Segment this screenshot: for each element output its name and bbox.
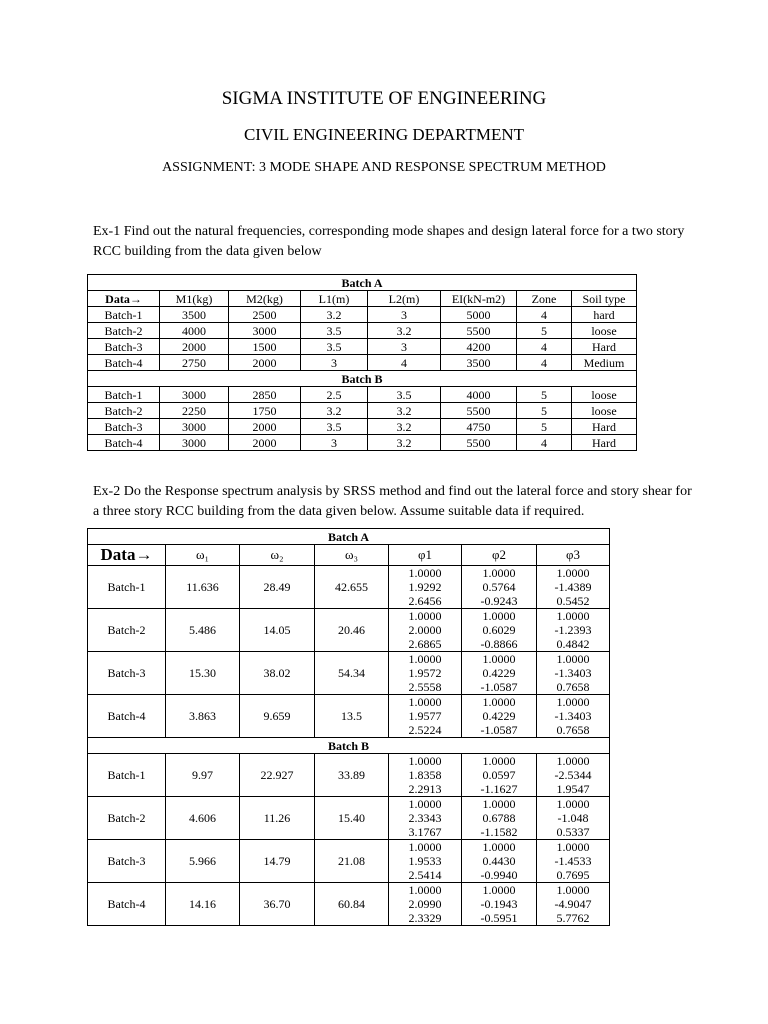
mode-shape-value: 1.0000 [556, 566, 590, 580]
mode-shape-value: 1.0000 [482, 840, 516, 854]
table-cell: 4000 [441, 387, 517, 403]
mode-shape-value: 1.0000 [482, 754, 516, 768]
table-cell: 3.5 [301, 323, 368, 339]
mode-shape-value: 2.6456 [408, 594, 442, 608]
table-row [88, 307, 637, 323]
table-cell: 9.97 [166, 754, 240, 797]
mode-shape-value: 1.9547 [556, 782, 590, 796]
mode-shape-value: 1.9572 [408, 666, 442, 680]
mode-shape-value: 1.0000 [556, 754, 590, 768]
table-cell: 22.927 [240, 754, 315, 797]
mode-shape-value: 2.3343 [408, 811, 442, 825]
mode-shape-value: 0.5452 [556, 594, 590, 608]
table-row [88, 797, 610, 840]
mode-shape-value: 1.0000 [482, 695, 516, 709]
table-cell: 4 [517, 355, 572, 371]
table-cell: 2000 [160, 339, 229, 355]
mode-shape-cell [537, 883, 610, 926]
mode-shape-cell [389, 883, 462, 926]
mode-shape-value: 0.6029 [482, 623, 516, 637]
mode-shape-value: 0.6788 [482, 811, 516, 825]
mode-shape-cell [389, 566, 462, 609]
mode-shape-cell [389, 695, 462, 738]
table-cell: 13.5 [315, 695, 389, 738]
table-row [88, 419, 637, 435]
mode-shape-value: -1.4389 [554, 580, 592, 594]
assignment-heading: ASSIGNMENT: 3 MODE SHAPE AND RESPONSE SPECTRUM METHOD [162, 160, 606, 175]
mode-shape-value: 2.6865 [408, 637, 442, 651]
table-cell: 3.2 [301, 307, 368, 323]
mode-shape-value: 1.0000 [408, 566, 442, 580]
column-header: φ1 [389, 545, 462, 566]
column-header: EI(kN-m2) [441, 291, 517, 307]
table-cell: 3500 [441, 355, 517, 371]
mode-shape-value: 1.0000 [408, 840, 442, 854]
mode-shape-value: -1.3403 [554, 709, 592, 723]
mode-shape-value: 2.3329 [408, 911, 442, 925]
batch-header-row [88, 529, 610, 545]
mode-shape-value: 0.7695 [556, 868, 590, 882]
table-cell: 5 [517, 419, 572, 435]
table-cell: 3000 [160, 435, 229, 451]
mode-shape-value: 1.0000 [408, 652, 442, 666]
column-header-row [88, 291, 637, 307]
mode-shape-value: 1.0000 [556, 797, 590, 811]
table-cell: 2.5 [301, 387, 368, 403]
table-cell: 15.30 [166, 652, 240, 695]
mode-shape-cell [537, 695, 610, 738]
table-row [88, 387, 637, 403]
table-cell: 3 [368, 339, 441, 355]
batch-header-row [88, 371, 637, 387]
table-row [88, 652, 610, 695]
table-cell: 3 [301, 355, 368, 371]
table-cell: 5500 [441, 403, 517, 419]
mode-shape-value: 0.5764 [482, 580, 516, 594]
mode-shape-value: -1.1582 [480, 825, 518, 839]
table-cell: 3000 [160, 419, 229, 435]
mode-shape-cell [389, 652, 462, 695]
mode-shape-cell [537, 754, 610, 797]
table-cell: 2000 [229, 419, 301, 435]
table-cell: 3500 [160, 307, 229, 323]
mode-shape-cell [462, 754, 537, 797]
table-cell: 1500 [229, 339, 301, 355]
table-cell: 14.05 [240, 609, 315, 652]
mode-shape-value: 1.0000 [556, 652, 590, 666]
table-cell: 4 [368, 355, 441, 371]
column-header: φ2 [462, 545, 537, 566]
table-cell: 3.5 [301, 339, 368, 355]
column-header: ω₂ [240, 545, 315, 566]
table-cell: 4 [517, 307, 572, 323]
table-cell: 4750 [441, 419, 517, 435]
table-cell: 2250 [160, 403, 229, 419]
column-header: Data→ [88, 291, 160, 307]
mode-shape-cell [462, 609, 537, 652]
mode-shape-value: 3.1767 [408, 825, 442, 839]
table-cell: 20.46 [315, 609, 389, 652]
table-row [88, 609, 610, 652]
mode-shape-value: -0.1943 [480, 897, 518, 911]
mode-shape-value: 1.0000 [556, 840, 590, 854]
column-header: M1(kg) [160, 291, 229, 307]
mode-shape-cell [462, 797, 537, 840]
table-cell: 5.966 [166, 840, 240, 883]
table-cell: 3.2 [368, 323, 441, 339]
table-cell: 2500 [229, 307, 301, 323]
ex1-table [87, 274, 637, 451]
table-row [88, 339, 637, 355]
mode-shape-value: 1.9533 [408, 854, 442, 868]
table-cell: Batch-3 [88, 652, 166, 695]
table-cell: 3.2 [368, 403, 441, 419]
mode-shape-value: 2.0000 [408, 623, 442, 637]
table-cell: 5.486 [166, 609, 240, 652]
table-cell: Batch-3 [88, 840, 166, 883]
mode-shape-cell [537, 797, 610, 840]
mode-shape-value: -1.1627 [480, 782, 518, 796]
table-cell: Medium [572, 355, 637, 371]
mode-shape-cell [537, 652, 610, 695]
mode-shape-value: 1.9577 [408, 709, 442, 723]
table-cell: 4 [517, 339, 572, 355]
column-header-row [88, 545, 610, 566]
table-cell: 38.02 [240, 652, 315, 695]
mode-shape-value: 0.4229 [482, 666, 516, 680]
table-cell: 3.5 [368, 387, 441, 403]
table-cell: Batch-1 [88, 566, 166, 609]
table-cell: 11.636 [166, 566, 240, 609]
table-cell: 3.863 [166, 695, 240, 738]
table-cell: 5 [517, 387, 572, 403]
table-cell: 28.49 [240, 566, 315, 609]
mode-shape-value: 1.0000 [482, 652, 516, 666]
table-cell: Batch-1 [88, 754, 166, 797]
table-cell: 3.5 [301, 419, 368, 435]
mode-shape-value: -0.5951 [480, 911, 518, 925]
table-cell: Hard [572, 339, 637, 355]
mode-shape-value: 0.4229 [482, 709, 516, 723]
mode-shape-cell [537, 566, 610, 609]
table-cell: Batch-2 [88, 609, 166, 652]
table-cell: Batch-4 [88, 883, 166, 926]
mode-shape-cell [462, 566, 537, 609]
table-cell: 3.2 [368, 419, 441, 435]
ex1-question: Ex-1 Find out the natural frequencies, corresponding mode shapes and design lateral force for a two story RCC building from the data given below [93, 224, 685, 259]
table-cell: loose [572, 387, 637, 403]
table-cell: Batch-2 [88, 323, 160, 339]
table-cell: Batch-2 [88, 797, 166, 840]
mode-shape-cell [389, 840, 462, 883]
table-cell: 3000 [229, 323, 301, 339]
mode-shape-value: 2.5224 [408, 723, 442, 737]
mode-shape-cell [389, 754, 462, 797]
table-row [88, 840, 610, 883]
mode-shape-value: -0.9243 [480, 594, 518, 608]
table-row [88, 566, 610, 609]
table-cell: Batch-2 [88, 403, 160, 419]
table-cell: 2000 [229, 435, 301, 451]
column-header: Data→ [88, 545, 166, 566]
table-cell: 1750 [229, 403, 301, 419]
batch-label: Batch B [88, 371, 637, 387]
mode-shape-value: 1.0000 [408, 609, 442, 623]
column-header: L2(m) [368, 291, 441, 307]
mode-shape-value: 0.4430 [482, 854, 516, 868]
mode-shape-value: -1.0587 [480, 723, 518, 737]
mode-shape-value: 1.8358 [408, 768, 442, 782]
table-row [88, 435, 637, 451]
mode-shape-value: -1.4533 [554, 854, 592, 868]
mode-shape-value: 1.0000 [556, 883, 590, 897]
table-cell: 4.606 [166, 797, 240, 840]
mode-shape-cell [462, 695, 537, 738]
mode-shape-value: 1.0000 [408, 695, 442, 709]
mode-shape-value: 2.5414 [408, 868, 442, 882]
table-cell: Hard [572, 419, 637, 435]
table-cell: Batch-4 [88, 355, 160, 371]
table-cell: 5500 [441, 435, 517, 451]
table-cell: loose [572, 403, 637, 419]
table-cell: 9.659 [240, 695, 315, 738]
batch-label: Batch A [88, 529, 610, 545]
batch-header-row [88, 738, 610, 754]
table-cell: 5 [517, 323, 572, 339]
mode-shape-value: 1.0000 [482, 566, 516, 580]
table-row [88, 695, 610, 738]
table-cell: 4000 [160, 323, 229, 339]
mode-shape-value: 0.0597 [482, 768, 516, 782]
mode-shape-value: -1.048 [557, 811, 589, 825]
table-cell: 3.2 [368, 435, 441, 451]
table-row [88, 323, 637, 339]
ex2-question: Ex-2 Do the Response spectrum analysis by SRSS method and find out the lateral force and story shear for a three story RCC building from the data given below. Assume suitable data if required. [93, 484, 692, 519]
table-cell: 36.70 [240, 883, 315, 926]
mode-shape-value: -1.2393 [554, 623, 592, 637]
table-row [88, 403, 637, 419]
table-cell: 33.89 [315, 754, 389, 797]
table-cell: 3.2 [301, 403, 368, 419]
table-row [88, 883, 610, 926]
mode-shape-value: 5.7762 [556, 911, 590, 925]
table-cell: 14.16 [166, 883, 240, 926]
mode-shape-value: 0.7658 [556, 680, 590, 694]
mode-shape-value: 1.0000 [408, 883, 442, 897]
table-cell: 11.26 [240, 797, 315, 840]
column-header: ω₃ [315, 545, 389, 566]
table-row [88, 754, 610, 797]
column-header: ω₁ [166, 545, 240, 566]
mode-shape-cell [537, 840, 610, 883]
mode-shape-cell [462, 840, 537, 883]
table-cell: 54.34 [315, 652, 389, 695]
page-title: SIGMA INSTITUTE OF ENGINEERING [221, 88, 547, 109]
mode-shape-value: 1.0000 [556, 695, 590, 709]
batch-header-row [88, 275, 637, 291]
table-row [88, 355, 637, 371]
table-cell: Batch-3 [88, 419, 160, 435]
column-header: φ3 [537, 545, 610, 566]
mode-shape-value: 1.0000 [482, 609, 516, 623]
mode-shape-value: 1.0000 [482, 883, 516, 897]
mode-shape-value: -1.0587 [480, 680, 518, 694]
batch-label: Batch B [88, 738, 610, 754]
table-cell: Batch-1 [88, 307, 160, 323]
table-cell: loose [572, 323, 637, 339]
mode-shape-value: 2.0990 [408, 897, 442, 911]
table-cell: 14.79 [240, 840, 315, 883]
column-header: M2(kg) [229, 291, 301, 307]
table-cell: 2850 [229, 387, 301, 403]
mode-shape-value: 2.5558 [408, 680, 442, 694]
table-cell: 42.655 [315, 566, 389, 609]
mode-shape-value: -2.5344 [554, 768, 592, 782]
table-cell: 4 [517, 435, 572, 451]
table-cell: 3 [301, 435, 368, 451]
table-cell: Batch-4 [88, 435, 160, 451]
mode-shape-value: 0.4842 [556, 637, 590, 651]
mode-shape-cell [537, 609, 610, 652]
table-cell: 5 [517, 403, 572, 419]
mode-shape-value: 1.0000 [556, 609, 590, 623]
department-heading: CIVIL ENGINEERING DEPARTMENT [243, 125, 525, 144]
mode-shape-value: -0.8866 [480, 637, 518, 651]
batch-label: Batch A [88, 275, 637, 291]
table-cell: Batch-3 [88, 339, 160, 355]
table-cell: 21.08 [315, 840, 389, 883]
column-header: Soil type [572, 291, 637, 307]
table-cell: Batch-4 [88, 695, 166, 738]
column-header: Zone [517, 291, 572, 307]
mode-shape-value: -0.9940 [480, 868, 518, 882]
table-cell: 3000 [160, 387, 229, 403]
table-cell: 60.84 [315, 883, 389, 926]
mode-shape-value: 1.0000 [408, 797, 442, 811]
mode-shape-cell [462, 652, 537, 695]
table-cell: 5000 [441, 307, 517, 323]
mode-shape-value: 1.9292 [408, 580, 442, 594]
mode-shape-value: 0.7658 [556, 723, 590, 737]
table-cell: Batch-1 [88, 387, 160, 403]
table-cell: hard [572, 307, 637, 323]
column-header: L1(m) [301, 291, 368, 307]
mode-shape-value: -1.3403 [554, 666, 592, 680]
table-cell: 3 [368, 307, 441, 323]
table-cell: 2000 [229, 355, 301, 371]
mode-shape-value: 1.0000 [408, 754, 442, 768]
table-cell: 15.40 [315, 797, 389, 840]
mode-shape-cell [389, 797, 462, 840]
table-cell: 4200 [441, 339, 517, 355]
mode-shape-cell [462, 883, 537, 926]
mode-shape-value: -4.9047 [554, 897, 592, 911]
ex2-table [87, 528, 610, 926]
mode-shape-cell [389, 609, 462, 652]
table-cell: Hard [572, 435, 637, 451]
mode-shape-value: 0.5337 [556, 825, 590, 839]
mode-shape-value: 1.0000 [482, 797, 516, 811]
table-cell: 5500 [441, 323, 517, 339]
table-cell: 2750 [160, 355, 229, 371]
mode-shape-value: 2.2913 [408, 782, 442, 796]
